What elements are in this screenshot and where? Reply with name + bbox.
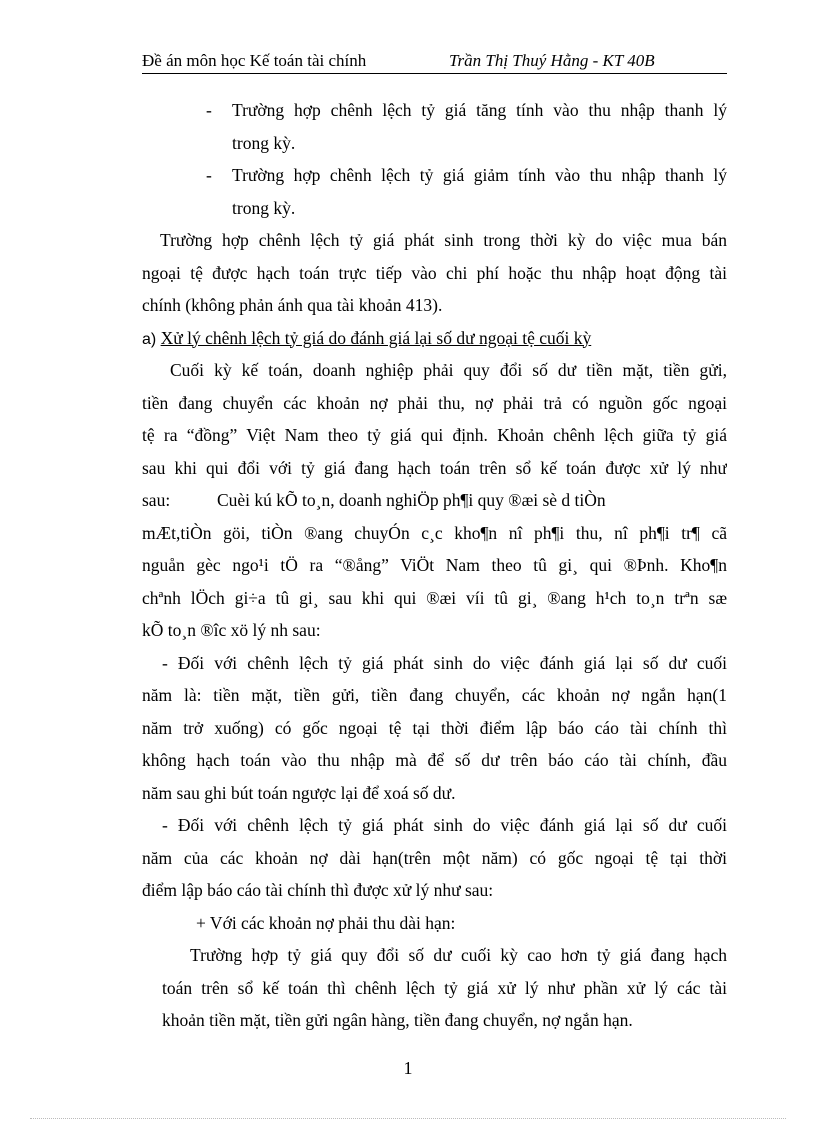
page-bottom-divider (30, 1118, 786, 1119)
bullet-text-continued: trong kỳ. (232, 132, 296, 153)
subheading-marker: a) (142, 330, 157, 348)
bullet-item (142, 94, 727, 127)
paragraph-line: Trường hợp chênh lệch tỷ giá phát sinh trong thời kỳ do việc mua bán (160, 230, 727, 250)
garbled-line: kÕ to¸n ®îc xö lý nh sau: (142, 620, 321, 640)
paragraph-line: sau khi qui đổi với tỷ giá đang hạch toán trên sổ kế toán được xử lý như (142, 457, 727, 478)
garbled-line: nguån gèc ngo¹i tÖ ra “®ång” ViÖt Nam theo tû gi¸ qui ®Þnh. Kho¶n (142, 555, 727, 575)
paragraph-line: khoản tiền mặt, tiền gửi ngân hàng, tiền đang chuyển, nợ ngắn hạn. (162, 1010, 633, 1030)
bullet-dash: - (206, 100, 212, 120)
bullet-text: Trường hợp chênh lệch tỷ giá tăng tính vào thu nhập thanh lý (232, 100, 727, 120)
subpoint: + Với các khoản nợ phải thu dài hạn: (196, 912, 456, 933)
document-body (142, 94, 727, 1037)
paragraph-line: tiền đang chuyển các khoản nợ phải thu, nợ phải trả có nguồn gốc ngoại (142, 392, 727, 413)
paragraph-line: - Đối với chênh lệch tỷ giá phát sinh do việc đánh giá lại số dư cuối (162, 652, 727, 673)
subheading-title: Xử lý chênh lệch tỷ giá do đánh giá lại số dư ngoại tệ cuối kỳ (160, 327, 592, 348)
paragraph-line: năm của các khoản nợ dài hạn(trên một năm) có gốc ngoại tệ tại thời (142, 847, 727, 868)
paragraph-line: năm là: tiền mặt, tiền gửi, tiền đang chuyển, các khoản nợ ngắn hạn(1 (142, 685, 727, 705)
subheading (142, 322, 727, 355)
paragraph-line: chính (không phản ánh qua tài khoản 413). (142, 295, 443, 315)
bullet-item (142, 159, 727, 192)
page-number: 1 (403, 1058, 413, 1078)
paragraph-line: năm sau ghi bút toán ngược lại để xoá số dư. (142, 782, 456, 803)
paragraph-line: năm trở xuống) có gốc ngoại tệ tại thời điểm lập báo cáo tài chính thì (142, 717, 727, 738)
paragraph-line: - Đối với chênh lệch tỷ giá phát sinh do việc đánh giá lại số dư cuối (162, 815, 727, 835)
page-header (142, 49, 727, 74)
paragraph-line: tệ ra “đồng” Việt Nam theo tỷ giá qui định. Khoản chênh lệch giữa tỷ giá (142, 425, 727, 445)
paragraph-line: toán trên sổ kế toán thì chênh lệch tỷ giá xử lý như phần xử lý các tài (162, 977, 727, 998)
header-author: Trần Thị Thuý Hằng - KT 40B (449, 51, 655, 70)
garbled-line: mÆt,tiÒn göi, tiÒn ®ang chuyÓn c¸c kho¶n nî ph¶i thu, nî ph¶i tr¶ cã (142, 522, 727, 543)
bullet-text-continued: trong kỳ. (232, 197, 296, 218)
paragraph-line: không hạch toán vào thu nhập mà để số dư trên báo cáo tài chính, đầu (142, 750, 727, 770)
bullet-dash: - (206, 165, 212, 185)
bullet-text: Trường hợp chênh lệch tỷ giá giảm tính vào thu nhập thanh lý (232, 165, 727, 185)
paragraph-line: ngoại tệ được hạch toán trực tiếp vào chi phí hoặc thu nhập hoạt động tài (142, 262, 727, 283)
paragraph-line: Cuối kỳ kế toán, doanh nghiệp phải quy đổi số dư tiền mặt, tiền gửi, (170, 360, 727, 380)
header-course-title: Đề án môn học Kế toán tài chính (142, 51, 367, 70)
paragraph-line (142, 484, 727, 517)
paragraph-prefix: sau: (142, 490, 171, 510)
garbled-line: chªnh lÖch gi÷a tû gi¸ sau khi qui ®æi víi tû gi¸ ®ang h¹ch to¸n trªn sæ (142, 587, 727, 608)
garbled-text: Cuèi kú kÕ to¸n, doanh nghiÖp ph¶i quy ®æi sè d tiÒn (216, 490, 606, 510)
paragraph-line: Trường hợp tỷ giá quy đổi số dư cuối kỳ cao hơn tỷ giá đang hạch (190, 945, 727, 965)
paragraph-line: điểm lập báo cáo tài chính thì được xử lý như sau: (142, 880, 494, 900)
